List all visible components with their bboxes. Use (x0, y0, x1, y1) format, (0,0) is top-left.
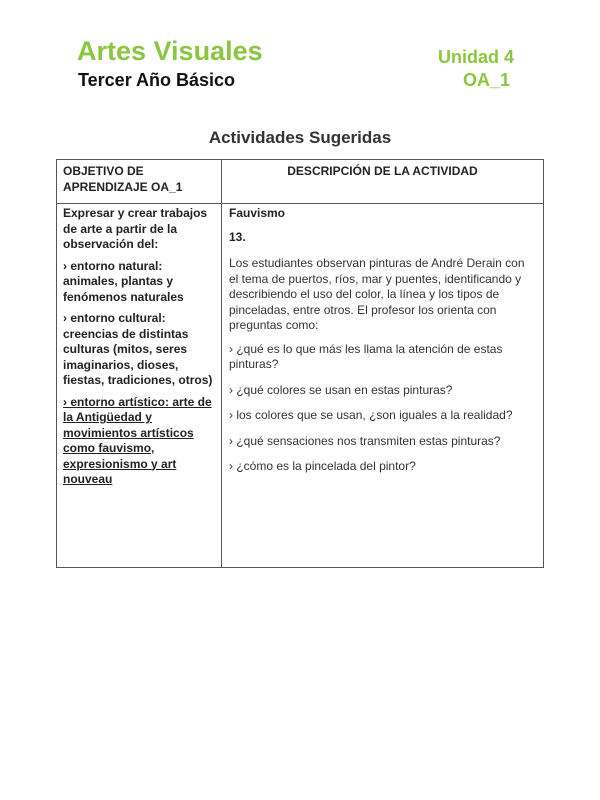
section-title: Actividades Sugeridas (208, 128, 392, 147)
grade-title: Tercer Año Básico (78, 70, 236, 90)
header-objective: OBJETIVO DE APRENDIZAJE OA_1 (63, 164, 183, 194)
subject-title: Artes Visuales (77, 36, 263, 66)
table-header-row (57, 160, 543, 204)
objective-item-artistic: › entorno artístico: arte de la Antigüedad y movimientos artísticos como fauvismo, expresionismo y art nouveau (63, 394, 212, 486)
activity-question: › ¿qué colores se usan en estas pinturas? (229, 382, 453, 397)
header-activity-description: DESCRIPCIÓN DE LA ACTIVIDAD (287, 164, 478, 178)
activity-number: 13. (229, 229, 246, 244)
objective-item-natural: › entorno natural: animales, plantas y fenómenos naturales (63, 258, 184, 304)
activity-question: › los colores que se usan, ¿son iguales a la realidad? (229, 408, 513, 422)
unit-label: Unidad 4 (437, 47, 514, 67)
activity-question: › ¿qué es lo que más les llama la atención de estas pinturas? (229, 341, 503, 371)
activity-title: Fauvismo (229, 206, 286, 220)
objective-code-label: OA_1 (462, 70, 510, 90)
objective-intro: Expresar y crear trabajos de arte a partir de la observación del: (63, 206, 208, 251)
activity-cell (229, 206, 535, 485)
activity-description: Los estudiantes observan pinturas de André Derain con el tema de puertos, ríos, mar y puentes, identificando y describiendo el uso del color, la línea y los tipos de pinceladas, entre otros. El profesor los orienta con preguntas como: (229, 256, 525, 332)
column-divider (221, 160, 222, 567)
objective-cell (63, 206, 217, 494)
activity-question: › ¿cómo es la pincelada del pintor? (229, 459, 416, 473)
objective-item-cultural: › entorno cultural: creencias de distintas culturas (mitos, seres imaginarios, dioses, fiestas, tradiciones, otros) (63, 311, 213, 387)
activity-table (56, 159, 544, 568)
activity-question: › ¿qué sensaciones nos transmiten estas pinturas? (229, 433, 501, 448)
